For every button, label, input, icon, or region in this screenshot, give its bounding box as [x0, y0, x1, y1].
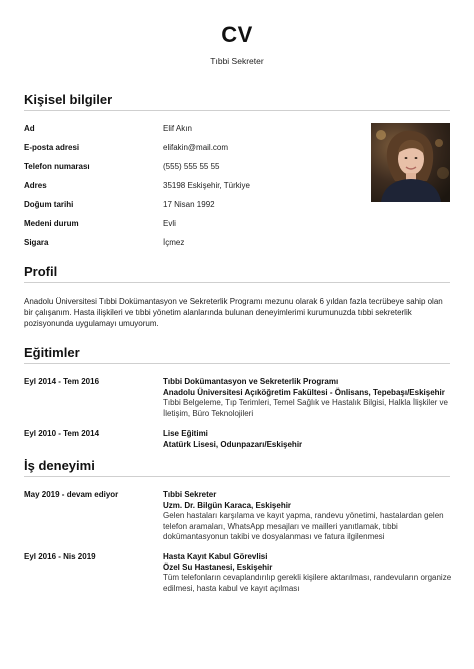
section-title-personal: Kişisel bilgiler — [24, 92, 113, 107]
education-entry — [163, 377, 453, 419]
section-title-experience: İş deneyimi — [24, 458, 95, 473]
section-title-profile: Profil — [24, 264, 58, 279]
label-address: Adres — [24, 181, 47, 190]
profile-text: Anadolu Üniversitesi Tıbbi Dokümantasyon ve Sekreterlik Programı mezunu olarak 6 yıldan fazla tecrübeye sahip olan bir çalışanım. Hasta ilişkileri ve tıbbi yönetim alanlarında bulunan deneyimlerimi kurumunuzda tıbbi sekreterlik pozisyonunda uygulamayı umuyorum. — [24, 297, 443, 328]
section-divider — [24, 110, 450, 111]
cv-title: CV — [221, 22, 253, 47]
label-email: E-posta adresi — [24, 143, 80, 152]
label-name: Ad — [24, 124, 35, 133]
education-entry — [163, 429, 453, 450]
education-dates: Eyl 2014 - Tem 2016 — [24, 377, 100, 386]
education-title: Tıbbi Dokümantasyon ve Sekreterlik Programı — [163, 377, 339, 386]
education-title: Lise Eğitimi — [163, 429, 208, 438]
job-title: Tıbbi Sekreter — [163, 490, 217, 499]
cv-subtitle: Tıbbi Sekreter — [210, 56, 264, 66]
job-entry — [163, 490, 453, 543]
value-email: elifakin@mail.com — [163, 143, 229, 152]
value-name: Elif Akın — [163, 124, 192, 133]
label-phone: Telefon numarası — [24, 162, 90, 171]
education-school: Atatürk Lisesi, Odunpazarı/Eskişehir — [163, 439, 303, 449]
value-smoking: İçmez — [163, 238, 185, 247]
section-divider — [24, 476, 450, 477]
value-address: 35198 Eskişehir, Türkiye — [163, 181, 251, 190]
label-smoking: Sigara — [24, 238, 49, 247]
job-dates: May 2019 - devam ediyor — [24, 490, 119, 499]
section-divider — [24, 282, 450, 283]
section-divider — [24, 363, 450, 364]
section-title-education: Eğitimler — [24, 345, 80, 360]
value-birthdate: 17 Nisan 1992 — [163, 200, 215, 209]
job-entry — [163, 552, 453, 594]
label-marital-status: Medeni durum — [24, 219, 79, 228]
education-description: Tıbbi Belgeleme, Tıp Terimleri, Temel Sağlık ve Hastalık Bilgisi, Halkla İlişkiler ve İletişim, Büro Teknolojileri — [163, 398, 448, 418]
education-school: Anadolu Üniversitesi Açıköğretim Fakültesi - Önlisans, Tepebaşı/Eskişehir — [163, 387, 445, 397]
value-marital-status: Evli — [163, 219, 176, 228]
value-phone: (555) 555 55 55 — [163, 162, 220, 171]
job-description: Tüm telefonların cevaplandırılıp gerekli kişilere aktarılması, randevuların organize edilmesi, hasta kabul ve kayıt açılması — [163, 573, 452, 593]
job-employer: Uzm. Dr. Bilgün Karaca, Eskişehir — [163, 500, 292, 510]
job-dates: Eyl 2016 - Nis 2019 — [24, 552, 96, 561]
education-dates: Eyl 2010 - Tem 2014 — [24, 429, 100, 438]
job-title: Hasta Kayıt Kabul Görevlisi — [163, 552, 268, 561]
profile-photo — [371, 123, 450, 202]
label-birthdate: Doğum tarihi — [24, 200, 74, 209]
job-description: Gelen hastaları karşılama ve kayıt yapma, randevu yönetimi, hastalardan gelen telefon aramaları, WhatsApp mesajları ve mailleri yanıtlamak, tıbbi dokümantasyonun takibi ve dosyalanması ve fatura ilgilenmesi — [163, 511, 444, 541]
job-employer: Özel Su Hastanesi, Eskişehir — [163, 562, 273, 572]
